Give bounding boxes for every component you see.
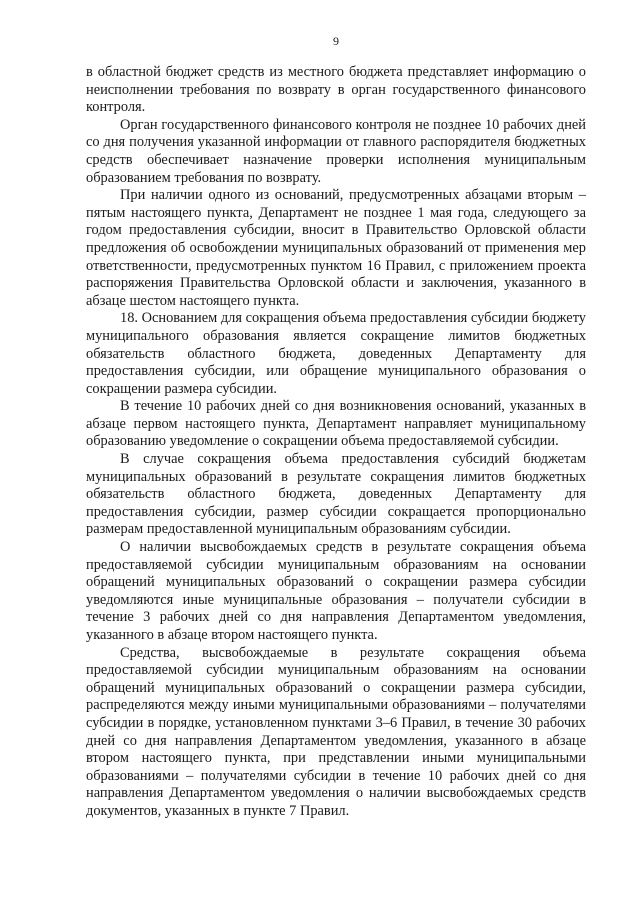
paragraph: Средства, высвобождаемые в результате сокращения объема предоставляемой субсидии муниципальным образованиям на основании обращений муниципальных образований о сокращении размера субсидии, распределяются между иными муниципальными образованиями – получателями субсидии в порядке, установленном пунктами 3–6 Правил, в течение 30 рабочих дней со дня направления Департаментом уведомления, указанного в абзаце втором настоящего пункта, при представлении иными муниципальными образованиями – получателями субсидии в течение 10 рабочих дней со дня направления Департаментом уведомления о наличии высвобождаемых средств документов, указанных в пункте 7 Правил.	[86, 644, 586, 819]
paragraph-continuation: в областной бюджет средств из местного бюджета представляет информацию о неисполнении требования по возврату в орган государственного финансового контроля.	[86, 64, 586, 116]
paragraph: В течение 10 рабочих дней со дня возникновения оснований, указанных в абзаце первом настоящего пункта, Департамент направляет муниципальному образованию уведомление о сокращении объема предоставляемой субсидии.	[86, 398, 586, 450]
page-number: 9	[333, 34, 339, 48]
paragraph: О наличии высвобождаемых средств в результате сокращения объема предоставляемой субсидии муниципальным образованиям на основании обращений муниципальных образований о сокращении размера субсидии уведомляются иные муниципальные образования – получатели субсидии в течение 3 рабочих дней со дня направления Департаментом уведомления, указанного в абзаце втором настоящего пункта.	[86, 539, 586, 643]
paragraph: При наличии одного из оснований, предусмотренных абзацами вторым – пятым настоящего пункта, Департамент не позднее 1 мая года, следующего за годом предоставления субсидии, вносит в Правительство Орловской области предложения об освобождении муниципальных образований от применения мер ответственности, предусмотренных пунктом 16 Правил, с приложением проекта распоряжения Правительства Орловской области и заключения, указанного в абзаце шестом настоящего пункта.	[86, 187, 586, 309]
paragraph: В случае сокращения объема предоставления субсидий бюджетам муниципальных образований в результате сокращения лимитов бюджетных обязательств областного бюджета, доведенных Департаменту для предоставления субсидии, размер субсидии сокращается пропорционально размерам предоставленной муниципальным образованиям субсидии.	[86, 451, 586, 538]
paragraph: Орган государственного финансового контроля не позднее 10 рабочих дней со дня получения указанной информации от главного распорядителя бюджетных средств обеспечивает назначение проверки исполнения муниципальным образованием требования по возврату.	[86, 116, 586, 186]
paragraph-clause-18: 18. Основанием для сокращения объема предоставления субсидии бюджету муниципального образования является сокращение лимитов бюджетных обязательств областного бюджета, доведенных Департаменту для предоставления субсидии, или обращение муниципального образования о сокращении размера субсидии.	[86, 310, 586, 397]
